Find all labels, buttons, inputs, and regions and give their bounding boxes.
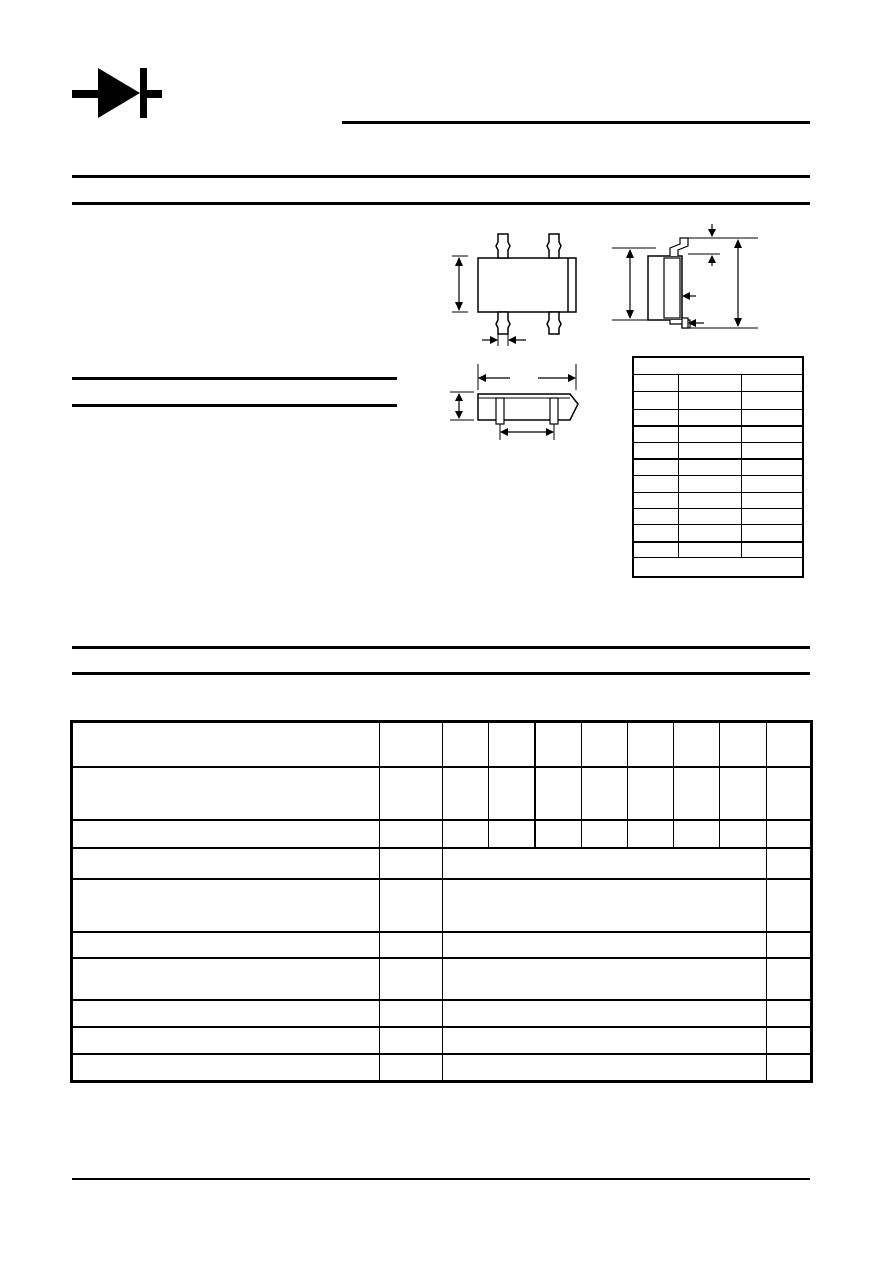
section-rule-bottom bbox=[72, 202, 810, 205]
dimensions-table-row bbox=[634, 557, 802, 558]
mechanical-data-rule-bottom bbox=[72, 404, 397, 407]
dimensions-table bbox=[632, 356, 804, 578]
ratings-table-col-divider bbox=[673, 723, 674, 847]
ratings-table-col-divider bbox=[379, 723, 380, 1080]
dimensions-table-row bbox=[634, 492, 802, 493]
dimensions-table-row bbox=[634, 425, 802, 427]
dimensions-table-row bbox=[634, 475, 802, 476]
package-top-view bbox=[440, 228, 590, 353]
dimensions-table-row bbox=[634, 391, 802, 392]
dimensions-table-row bbox=[634, 508, 802, 509]
ratings-table-col-divider bbox=[627, 723, 628, 847]
ratings-table-col-divider bbox=[488, 723, 489, 847]
ratings-table-col-divider bbox=[766, 723, 767, 1080]
dimensions-table-col-divider bbox=[678, 374, 679, 557]
footer-rule bbox=[72, 1178, 810, 1180]
dimensions-table-col-divider bbox=[741, 374, 742, 557]
dimensions-table-row bbox=[634, 374, 802, 375]
header-title-rule bbox=[342, 121, 810, 124]
ratings-table-col-divider bbox=[719, 723, 720, 847]
dimensions-table-row bbox=[634, 442, 802, 443]
ratings-table-col-divider bbox=[534, 723, 536, 847]
ratings-table-col-divider bbox=[442, 723, 443, 1080]
dimensions-table-row bbox=[634, 409, 802, 410]
diode-symbol-icon bbox=[72, 66, 162, 120]
package-side-view bbox=[608, 224, 768, 334]
mechanical-data-rule-top bbox=[72, 377, 397, 380]
ratings-table bbox=[70, 720, 813, 1083]
dimensions-table-row bbox=[634, 541, 802, 543]
section-rule-top bbox=[72, 175, 810, 178]
ratings-section-rule-top bbox=[72, 646, 810, 649]
ratings-table-col-divider bbox=[581, 723, 582, 847]
ratings-section-rule-bottom bbox=[72, 672, 810, 675]
dimensions-table-row bbox=[634, 458, 802, 460]
package-front-view bbox=[440, 360, 590, 450]
dimensions-table-row bbox=[634, 524, 802, 525]
